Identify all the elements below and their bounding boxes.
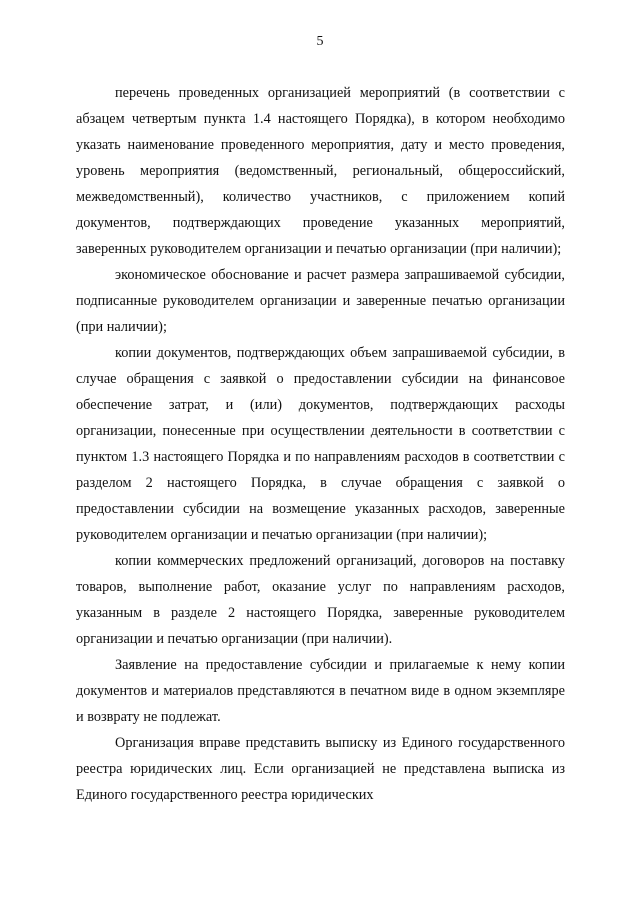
paragraph-application-submission: Заявление на предоставление субсидии и прилагаемые к нему копии документов и материалов представляются в печатном виде в одном экземпляре и возврату не подлежат.: [76, 657, 565, 725]
body-text: [76, 80, 565, 808]
paragraph-economic-justification: экономическое обоснование и расчет размера запрашиваемой субсидии, подписанные руководителем организации и заверенные печатью организации (при наличии);: [76, 267, 565, 335]
paragraph-registry-extract: Организация вправе представить выписку из Единого государственного реестра юридических лиц. Если организацией не представлена выписка из Единого государственного реестра юридических: [76, 735, 565, 803]
paragraph-expense-documents: копии документов, подтверждающих объем запрашиваемой субсидии, в случае обращения с заявкой о предоставлении субсидии на финансовое обеспечение затрат, и (или) документов, подтверждающих расходы организации, понесенные при осуществлении деятельности в соответствии с пунктом 1.3 настоящего Порядка и по направлениям расходов в соответствии с разделом 2 настоящего Порядка, в случае обращения с заявкой о предоставлении субсидии на возмещение указанных расходов, заверенные руководителем организации и печатью организации (при наличии);: [76, 345, 565, 543]
paragraph-activities-list: перечень проведенных организацией мероприятий (в соответствии с абзацем четвертым пункта 1.4 настоящего Порядка), в котором необходимо указать наименование проведенного мероприятия, дату и место проведения, уровень мероприятия (ведомственный, региональный, общероссийский, межведомственный), количество участников, с приложением копий документов, подтверждающих проведение указанных мероприятий, заверенных руководителем организации и печатью организации (при наличии);: [76, 85, 565, 257]
page-number: 5: [316, 34, 324, 49]
paragraph-commercial-offers: копии коммерческих предложений организаций, договоров на поставку товаров, выполнение работ, оказание услуг по направлениям расходов, указанным в разделе 2 настоящего Порядка, заверенные руководителем организации и печатью организации (при наличии).: [76, 553, 565, 647]
